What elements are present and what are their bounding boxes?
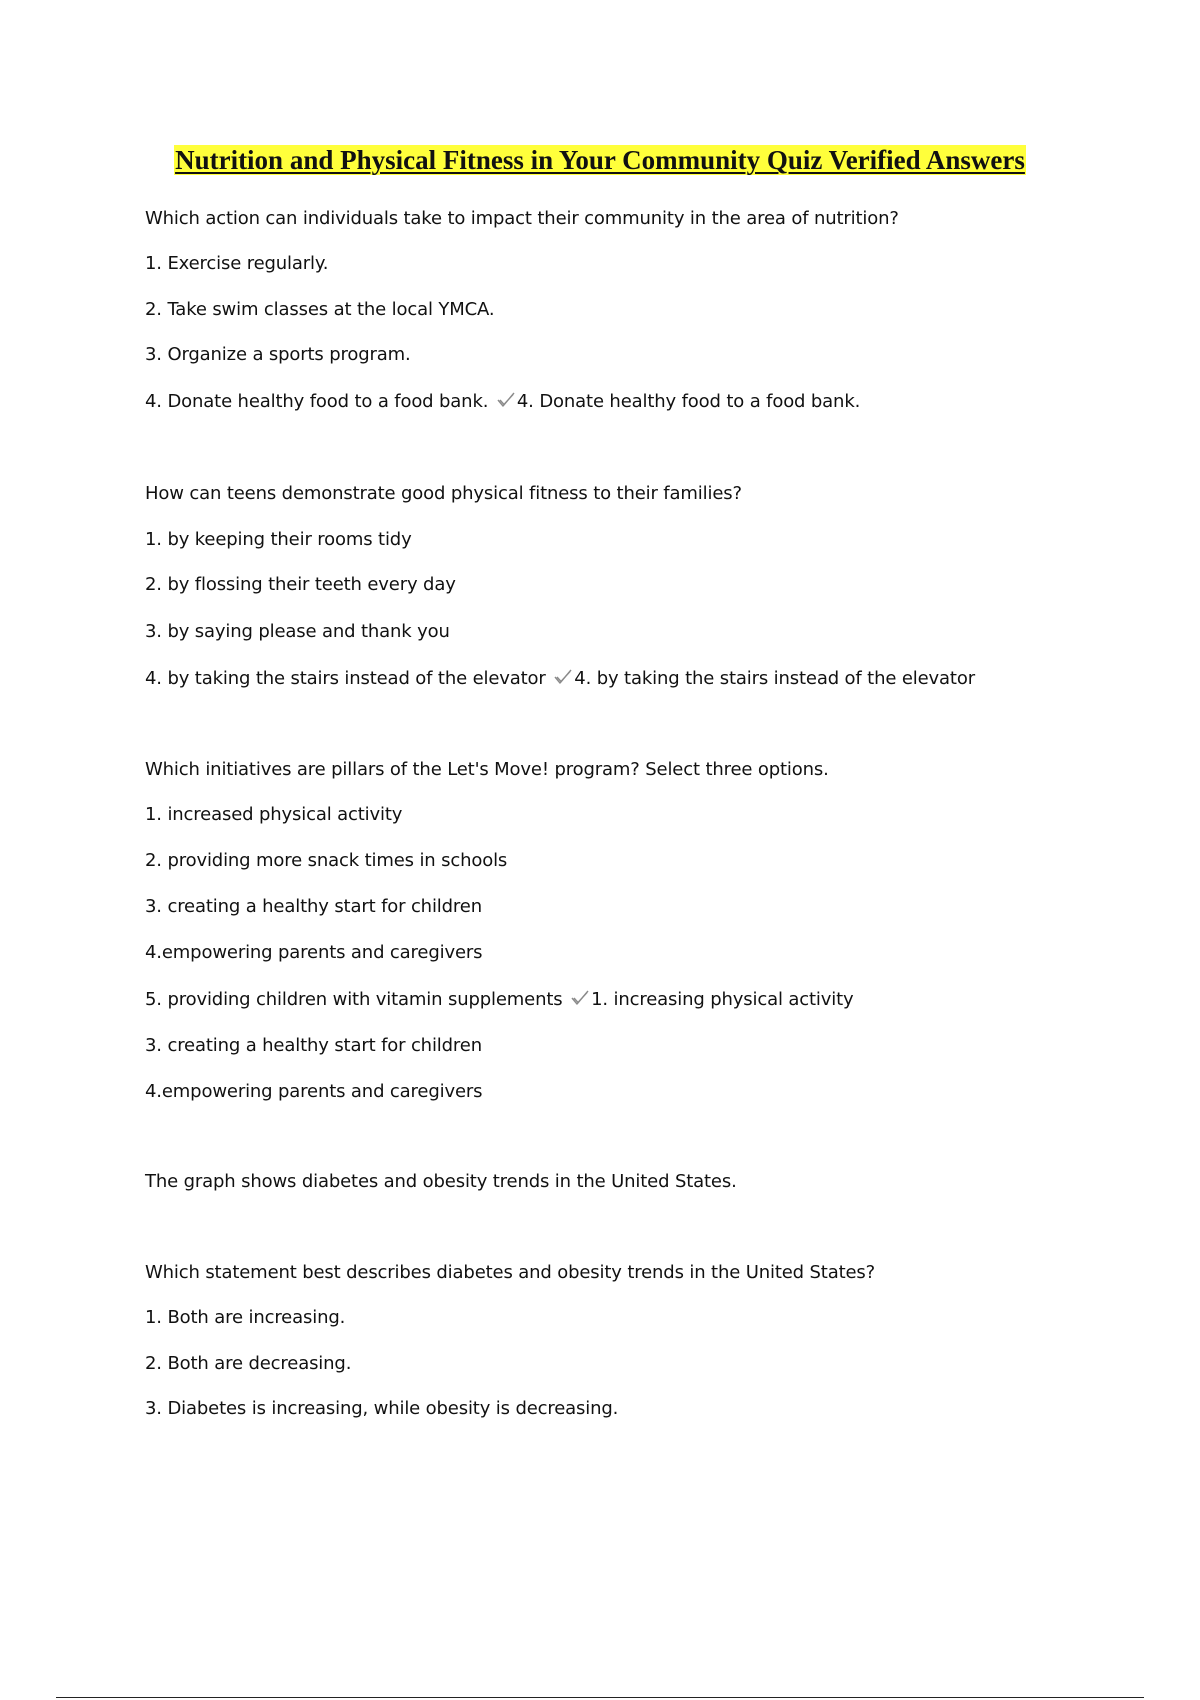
check-icon — [570, 989, 590, 1007]
question-1-answer-line — [145, 390, 860, 414]
question-3-option-2: 2. providing more snack times in schools — [145, 850, 508, 871]
question-1-answer: 4. Donate healthy food to a food bank. — [516, 391, 861, 412]
question-3-answer-line — [145, 988, 854, 1012]
question-2-prompt: How can teens demonstrate good physical fitness to their families? — [145, 483, 742, 504]
question-3-answer-2: 3. creating a healthy start for children — [145, 1035, 482, 1056]
question-2-option-4: 4. by taking the stairs instead of the elevator — [145, 668, 546, 689]
question-3-answer: 1. increasing physical activity — [591, 989, 854, 1010]
question-1-option-3: 3. Organize a sports program. — [145, 344, 411, 365]
document-title — [0, 144, 1200, 176]
question-2-option-3: 3. by saying please and thank you — [145, 621, 450, 642]
question-4-prompt: The graph shows diabetes and obesity trends in the United States. — [145, 1171, 737, 1192]
question-2-option-2: 2. by flossing their teeth every day — [145, 574, 456, 595]
question-3-prompt: Which initiatives are pillars of the Let's Move! program? Select three options. — [145, 759, 829, 780]
question-5-option-1: 1. Both are increasing. — [145, 1307, 346, 1328]
question-3-option-5: 5. providing children with vitamin supplements — [145, 989, 563, 1010]
question-1-option-1: 1. Exercise regularly. — [145, 253, 329, 274]
question-5-prompt: Which statement best describes diabetes and obesity trends in the United States? — [145, 1262, 876, 1283]
footer-divider — [56, 1697, 1144, 1698]
question-2-answer-line — [145, 667, 975, 691]
question-3-option-4: 4.empowering parents and caregivers — [145, 942, 483, 963]
question-5-option-3: 3. Diabetes is increasing, while obesity is decreasing. — [145, 1398, 619, 1419]
question-1-option-4: 4. Donate healthy food to a food bank. — [145, 391, 489, 412]
document-title-text: Nutrition and Physical Fitness in Your Community Quiz Verified Answers — [175, 145, 1025, 175]
check-icon — [553, 668, 573, 686]
question-1-option-2: 2. Take swim classes at the local YMCA. — [145, 299, 495, 320]
question-2-answer: 4. by taking the stairs instead of the elevator — [574, 668, 975, 689]
question-3-answer-3: 4.empowering parents and caregivers — [145, 1081, 483, 1102]
check-icon — [496, 391, 516, 409]
question-2-option-1: 1. by keeping their rooms tidy — [145, 529, 412, 550]
question-5-option-2: 2. Both are decreasing. — [145, 1353, 352, 1374]
question-3-option-1: 1. increased physical activity — [145, 804, 403, 825]
question-1-prompt: Which action can individuals take to impact their community in the area of nutrition? — [145, 208, 899, 229]
question-3-option-3: 3. creating a healthy start for children — [145, 896, 482, 917]
